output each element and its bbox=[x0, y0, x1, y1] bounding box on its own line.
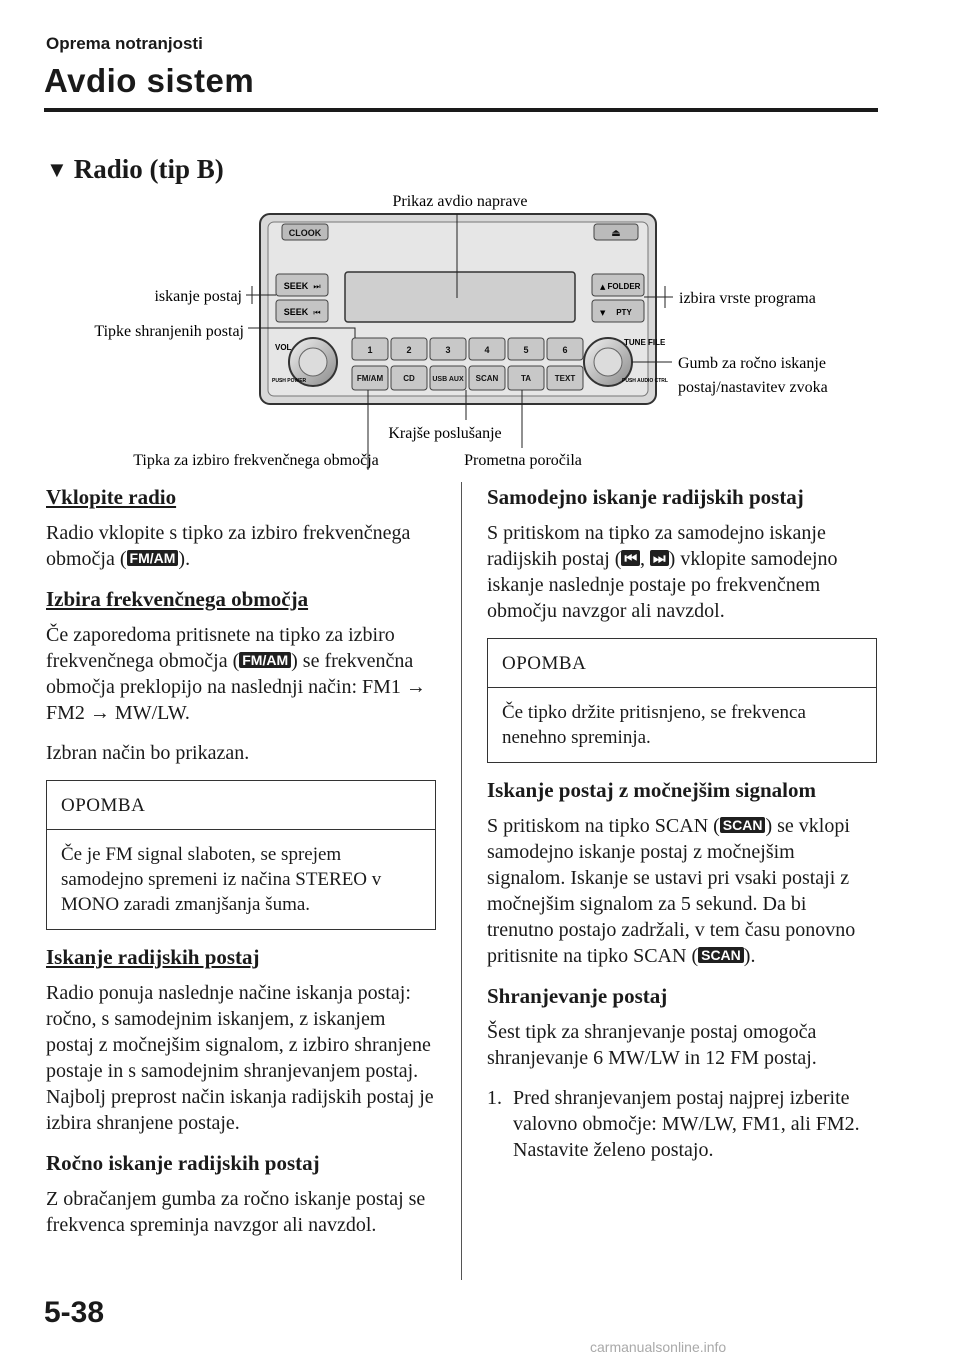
preset-2-label: 2 bbox=[406, 345, 412, 355]
note-body: Če tipko držite pritisnjeno, se frekvenca nenehno spreminja. bbox=[502, 702, 806, 748]
down-arrow-icon: ▼ bbox=[600, 309, 606, 317]
note-title: OPOMBA bbox=[47, 781, 435, 830]
scan-key-icon: SCAN bbox=[698, 947, 744, 963]
preset-6-label: 6 bbox=[562, 345, 568, 355]
usb-aux-label: USB AUX bbox=[432, 376, 464, 383]
clock-button-label: CLOOK bbox=[288, 228, 322, 238]
display-screen bbox=[345, 272, 575, 322]
paragraph-manual-search: Z obračanjem gumba za ročno iskanje postaj se frekvenca spreminja navzgor ali navzdol. bbox=[46, 1188, 426, 1236]
callout-knob: Gumb za ročno iskanje bbox=[678, 355, 826, 372]
note-body: Če je FM signal slaboten, se sprejem samodejno spremeni iz načina STEREO v MONO zaradi zmanjšanja šuma. bbox=[61, 844, 382, 915]
skip-back-icon: ⏮ bbox=[313, 308, 321, 317]
page-number: 5-38 bbox=[44, 1296, 105, 1329]
scan-label: SCAN bbox=[475, 374, 499, 383]
chapter-title: Avdio sistem bbox=[44, 62, 255, 99]
skip-forward-icon: ⏭ bbox=[650, 550, 669, 566]
section-label: Oprema notranjosti bbox=[46, 34, 203, 53]
vol-label: VOL bbox=[275, 343, 292, 352]
section-heading-text: Radio (tip B) bbox=[73, 154, 224, 184]
callout-knob-2: postaj/nastavitev zvoka bbox=[678, 379, 828, 396]
paragraph-turn-on: Radio vklopite s tipko za izbiro frekvenčnega območja ( FM/AM ). bbox=[46, 522, 411, 570]
pty-label: PTY bbox=[616, 308, 632, 317]
note-box bbox=[487, 638, 877, 763]
steps-list bbox=[487, 1085, 877, 1163]
callout-presets: Tipke shranjenih postaj bbox=[94, 323, 244, 340]
eject-icon: ⏏ bbox=[611, 228, 621, 239]
left-column bbox=[46, 484, 436, 1252]
triangle-down-icon: ▼ bbox=[46, 156, 68, 182]
radio-figure bbox=[0, 180, 960, 480]
callout-band: Tipka za izbiro frekvenčnega območja bbox=[133, 452, 379, 469]
skip-back-icon: ⏮ bbox=[621, 550, 640, 566]
note-title: OPOMBA bbox=[488, 639, 876, 688]
ta-label: TA bbox=[520, 374, 532, 383]
callout-seek: iskanje postaj bbox=[154, 288, 242, 305]
paragraph-band-select: Če zaporedoma pritisnete na tipko za izbiro frekvenčnega območja ( FM/AM ) se frekvenčna območja preklopijo na naslednji način: FM1 → FM2 → MW/LW. bbox=[46, 624, 426, 724]
header-rule bbox=[44, 108, 878, 112]
right-column bbox=[487, 484, 877, 1163]
heading-manual-search: Ročno iskanje radijskih postaj bbox=[46, 1151, 320, 1175]
heading-band-select: Izbira frekvenčnega območja bbox=[46, 587, 309, 611]
text-label: TEXT bbox=[554, 374, 576, 383]
preset-3-label: 3 bbox=[445, 345, 451, 355]
tune-file-label: TUNE FILE bbox=[624, 338, 666, 347]
folder-label: FOLDER bbox=[607, 282, 641, 291]
up-arrow-icon: ▲ bbox=[600, 283, 606, 291]
fmam-label: FM/AM bbox=[356, 374, 384, 383]
paragraph-station-search: Radio ponuja naslednje načine iskanja postaj: ročno, s samodejnim iskanjem, z iskanjem postaj z močnejšim signalom, z izbiro shranjene postaje in s samodejnim shranjevanjem postaj. Najbolj preprost način iskanja radijskih postaj je izbira shranjene postaje. bbox=[46, 982, 434, 1134]
watermark: carmanualsonline.info bbox=[590, 1339, 727, 1355]
paragraph-mode-shown: Izbran način bo prikazan. bbox=[46, 742, 250, 764]
callout-scan: Krajše poslušanje bbox=[388, 425, 502, 442]
paragraph-auto-search: S pritiskom na tipko za samodejno iskanje radijskih postaj ( ⏮ , ⏭ ) vklopite samodejno iskanje naslednje postaje po frekvenčnem območju navzgor ali navzdol. bbox=[487, 522, 838, 622]
preset-4-label: 4 bbox=[484, 345, 490, 355]
list-item: 1. Pred shranjevanjem postaj najprej izberite valovno območje: MW/LW, FM1, ali FM2. Nastavite želeno postajo. bbox=[487, 1087, 860, 1161]
push-audio-label: PUSH AUDIO CTRL bbox=[622, 378, 668, 384]
heading-scan: Iskanje postaj z močnejšim signalom bbox=[487, 778, 816, 802]
push-power-label: PUSH POWER bbox=[272, 378, 307, 384]
seek-up-label: SEEK bbox=[283, 281, 309, 291]
note-box bbox=[46, 780, 436, 930]
fmam-key-icon: FM/AM bbox=[127, 550, 179, 566]
fmam-key-icon: FM/AM bbox=[239, 652, 291, 668]
callout-ta: Prometna poročila bbox=[464, 452, 582, 469]
cd-label: CD bbox=[403, 374, 415, 383]
paragraph-store: Šest tipk za shranjevanje postaj omogoča shranjevanje 6 MW/LW in 12 FM postaj. bbox=[487, 1021, 817, 1069]
heading-auto-search: Samodejno iskanje radijskih postaj bbox=[487, 485, 804, 509]
callout-display: Prikaz avdio naprave bbox=[392, 193, 528, 210]
paragraph-scan: S pritiskom na tipko SCAN ( SCAN ) se vklopi samodejno iskanje postaj z močnejšim signalom. Iskanje se ustavi pri vsaki postaji z močnejšim signalom za 5 sekund. Da bi trenutno postajo zadržali, v tem času ponovno pritisnite na tipko SCAN ( SCAN ). bbox=[487, 815, 856, 967]
preset-1-label: 1 bbox=[367, 345, 373, 355]
skip-forward-icon: ⏭ bbox=[313, 282, 321, 291]
heading-station-search: Iskanje radijskih postaj bbox=[46, 945, 260, 969]
heading-store: Shranjevanje postaj bbox=[487, 984, 668, 1008]
column-divider bbox=[461, 482, 462, 1280]
heading-turn-on: Vklopite radio bbox=[46, 485, 177, 509]
scan-key-icon: SCAN bbox=[720, 817, 766, 833]
callout-pty: izbira vrste programa bbox=[679, 290, 816, 307]
seek-down-label: SEEK bbox=[283, 307, 309, 317]
preset-5-label: 5 bbox=[523, 345, 529, 355]
